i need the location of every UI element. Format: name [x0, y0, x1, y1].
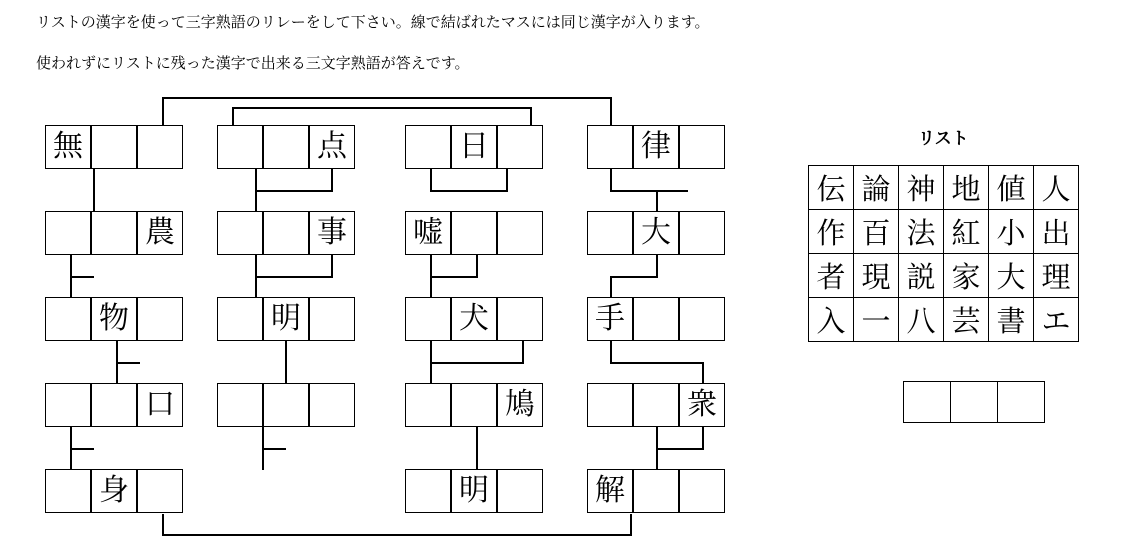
puzzle-cell[interactable]: 嘘	[405, 211, 451, 255]
puzzle-cell[interactable]: 鳩	[497, 383, 543, 427]
list-cell[interactable]: 芸	[944, 298, 989, 342]
connector-bottom-right-v	[630, 514, 632, 536]
puzzle-cell[interactable]: 明	[263, 297, 309, 341]
puzzle-cell[interactable]	[91, 125, 137, 169]
puzzle-cell[interactable]	[217, 383, 263, 427]
connector-top-mid-stub2	[530, 107, 532, 125]
connector-c3-r1-r2-h	[430, 190, 508, 192]
table-row	[809, 210, 1079, 254]
list-cell[interactable]: 小	[989, 210, 1034, 254]
list-cell[interactable]: 一	[854, 298, 899, 342]
list-cell[interactable]: 作	[809, 210, 854, 254]
puzzle-cell[interactable]	[137, 125, 183, 169]
answer-cell[interactable]	[951, 382, 998, 423]
puzzle-cell[interactable]	[263, 211, 309, 255]
connector-c3-r3-r4-h	[430, 362, 524, 364]
puzzle-cell[interactable]	[587, 125, 633, 169]
connector-c4-r3-r4	[610, 341, 612, 363]
puzzle-cell[interactable]	[679, 125, 725, 169]
list-cell[interactable]: 現	[854, 254, 899, 298]
puzzle-cell[interactable]: 衆	[679, 383, 725, 427]
list-cell[interactable]: 説	[899, 254, 944, 298]
puzzle-cell[interactable]	[45, 211, 91, 255]
list-cell[interactable]: 書	[989, 298, 1034, 342]
puzzle-cell[interactable]	[263, 383, 309, 427]
connector-c3-r3-r4-v2	[522, 341, 524, 363]
puzzle-cell[interactable]	[679, 469, 725, 513]
puzzle-cell[interactable]: 日	[451, 125, 497, 169]
connector-c4-r1-r2-v2	[656, 190, 658, 212]
puzzle-cell[interactable]	[497, 297, 543, 341]
table-row	[809, 254, 1079, 298]
puzzle-cell[interactable]	[451, 383, 497, 427]
list-title: リスト	[918, 129, 969, 148]
connector-c2-r2-r3-h	[255, 276, 333, 278]
table-row	[904, 382, 1045, 423]
list-cell[interactable]: 百	[854, 210, 899, 254]
connector-c2-r4-r5-h	[262, 448, 286, 450]
puzzle-cell[interactable]	[217, 211, 263, 255]
connector-c3-r4-r5	[476, 427, 478, 470]
puzzle-cell[interactable]: 大	[633, 211, 679, 255]
instruction-line-2: 使われずにリストに残った漢字で出来る三文字熟語が答えです。	[36, 55, 470, 72]
connector-top-right-stub	[610, 97, 612, 125]
puzzle-cell[interactable]	[217, 297, 263, 341]
connector-c3-r2-r3-h	[430, 276, 478, 278]
connector-top-bar	[162, 97, 612, 99]
connector-c4-r2-r3	[656, 255, 658, 277]
connector-c4-r1-r2	[610, 169, 612, 191]
list-cell[interactable]: 出	[1034, 210, 1079, 254]
connector-c3-r2-r3-v2	[476, 255, 478, 277]
puzzle-cell[interactable]	[497, 125, 543, 169]
kanji-list-table	[808, 165, 1079, 342]
puzzle-cell[interactable]: 事	[309, 211, 355, 255]
puzzle-cell[interactable]	[587, 211, 633, 255]
puzzle-cell[interactable]: 物	[91, 297, 137, 341]
list-cell[interactable]: 法	[899, 210, 944, 254]
connector-c2-r2-r3-v2	[331, 255, 333, 277]
puzzle-cell[interactable]	[91, 211, 137, 255]
answer-cell[interactable]	[904, 382, 951, 423]
instruction-line-1: リストの漢字を使って三字熟語のリレーをして下さい。線で結ばれたマスには同じ漢字が入ります。	[36, 14, 710, 31]
puzzle-cell[interactable]	[405, 297, 451, 341]
connector-c4-r2-r3-h	[610, 276, 658, 278]
connector-c1-r3-r4-h	[116, 362, 140, 364]
puzzle-cell[interactable]: 口	[137, 383, 183, 427]
puzzle-cell[interactable]	[497, 469, 543, 513]
puzzle-cell[interactable]	[405, 125, 451, 169]
puzzle-cell[interactable]	[679, 211, 725, 255]
connector-c1-r4-r5-h	[70, 448, 94, 450]
list-cell[interactable]: 神	[899, 166, 944, 210]
list-cell[interactable]: 伝	[809, 166, 854, 210]
puzzle-cell[interactable]: 律	[633, 125, 679, 169]
puzzle-cell[interactable]	[451, 211, 497, 255]
puzzle-cell[interactable]	[587, 383, 633, 427]
puzzle-cell[interactable]: 手	[587, 297, 633, 341]
list-cell[interactable]: 論	[854, 166, 899, 210]
list-cell[interactable]: 入	[809, 298, 854, 342]
connector-c4-r4-r5-v2	[702, 427, 704, 449]
connector-c4-r3-r4-v2	[702, 362, 704, 384]
puzzle-cell[interactable]	[679, 297, 725, 341]
list-cell[interactable]: 値	[989, 166, 1034, 210]
list-cell[interactable]: 紅	[944, 210, 989, 254]
puzzle-cell[interactable]	[217, 125, 263, 169]
connector-top-mid-bar	[232, 107, 532, 109]
puzzle-cell[interactable]: 農	[137, 211, 183, 255]
table-row	[809, 298, 1079, 342]
puzzle-cell[interactable]	[405, 469, 451, 513]
list-cell[interactable]: エ	[1034, 298, 1079, 342]
puzzle-cell[interactable]: 点	[309, 125, 355, 169]
list-cell[interactable]: 者	[809, 254, 854, 298]
puzzle-cell[interactable]: 解	[587, 469, 633, 513]
list-cell[interactable]: 大	[989, 254, 1034, 298]
connector-top-mid-stub	[232, 107, 234, 125]
connector-c4-r2-r3-v2	[610, 276, 612, 298]
connector-c3-r1-r2-v2	[506, 169, 508, 191]
puzzle-cell[interactable]	[309, 383, 355, 427]
list-cell[interactable]: 理	[1034, 254, 1079, 298]
puzzle-cell[interactable]	[633, 297, 679, 341]
connector-c1-r1-r2	[93, 169, 95, 212]
answer-cell[interactable]	[998, 382, 1045, 423]
connector-c2-r1-r2-h	[255, 190, 333, 192]
puzzle-cell[interactable]	[405, 383, 451, 427]
list-cell[interactable]: 地	[944, 166, 989, 210]
connector-c1-r2-r3-h	[70, 276, 94, 278]
connector-c4-r3-r4-h	[610, 362, 704, 364]
table-row	[809, 166, 1079, 210]
puzzle-cell[interactable]	[45, 469, 91, 513]
puzzle-cell[interactable]	[309, 297, 355, 341]
puzzle-cell[interactable]	[91, 383, 137, 427]
answer-table	[903, 381, 1045, 423]
puzzle-cell[interactable]	[45, 297, 91, 341]
puzzle-cell[interactable]	[263, 125, 309, 169]
puzzle-cell[interactable]	[633, 383, 679, 427]
connector-bottom-bar	[162, 534, 632, 536]
puzzle-cell[interactable]: 身	[91, 469, 137, 513]
connector-c2-r1-r2-v2	[331, 169, 333, 191]
connector-bottom-left-v	[162, 514, 164, 536]
puzzle-cell[interactable]	[137, 297, 183, 341]
list-cell[interactable]: 八	[899, 298, 944, 342]
connector-c3-r1-r2	[430, 169, 432, 191]
puzzle-cell[interactable]: 無	[45, 125, 91, 169]
connector-c4-r4-r5-h	[656, 448, 704, 450]
puzzle-cell[interactable]	[633, 469, 679, 513]
puzzle-cell[interactable]: 明	[451, 469, 497, 513]
puzzle-cell[interactable]: 犬	[451, 297, 497, 341]
puzzle-cell[interactable]	[137, 469, 183, 513]
connector-c2-r3-r4	[285, 341, 287, 384]
connector-c4-r1-r2-h	[610, 190, 688, 192]
puzzle-cell[interactable]	[45, 383, 91, 427]
list-cell[interactable]: 人	[1034, 166, 1079, 210]
puzzle-cell[interactable]	[497, 211, 543, 255]
list-cell[interactable]: 家	[944, 254, 989, 298]
connector-top-left-stub	[162, 97, 164, 125]
